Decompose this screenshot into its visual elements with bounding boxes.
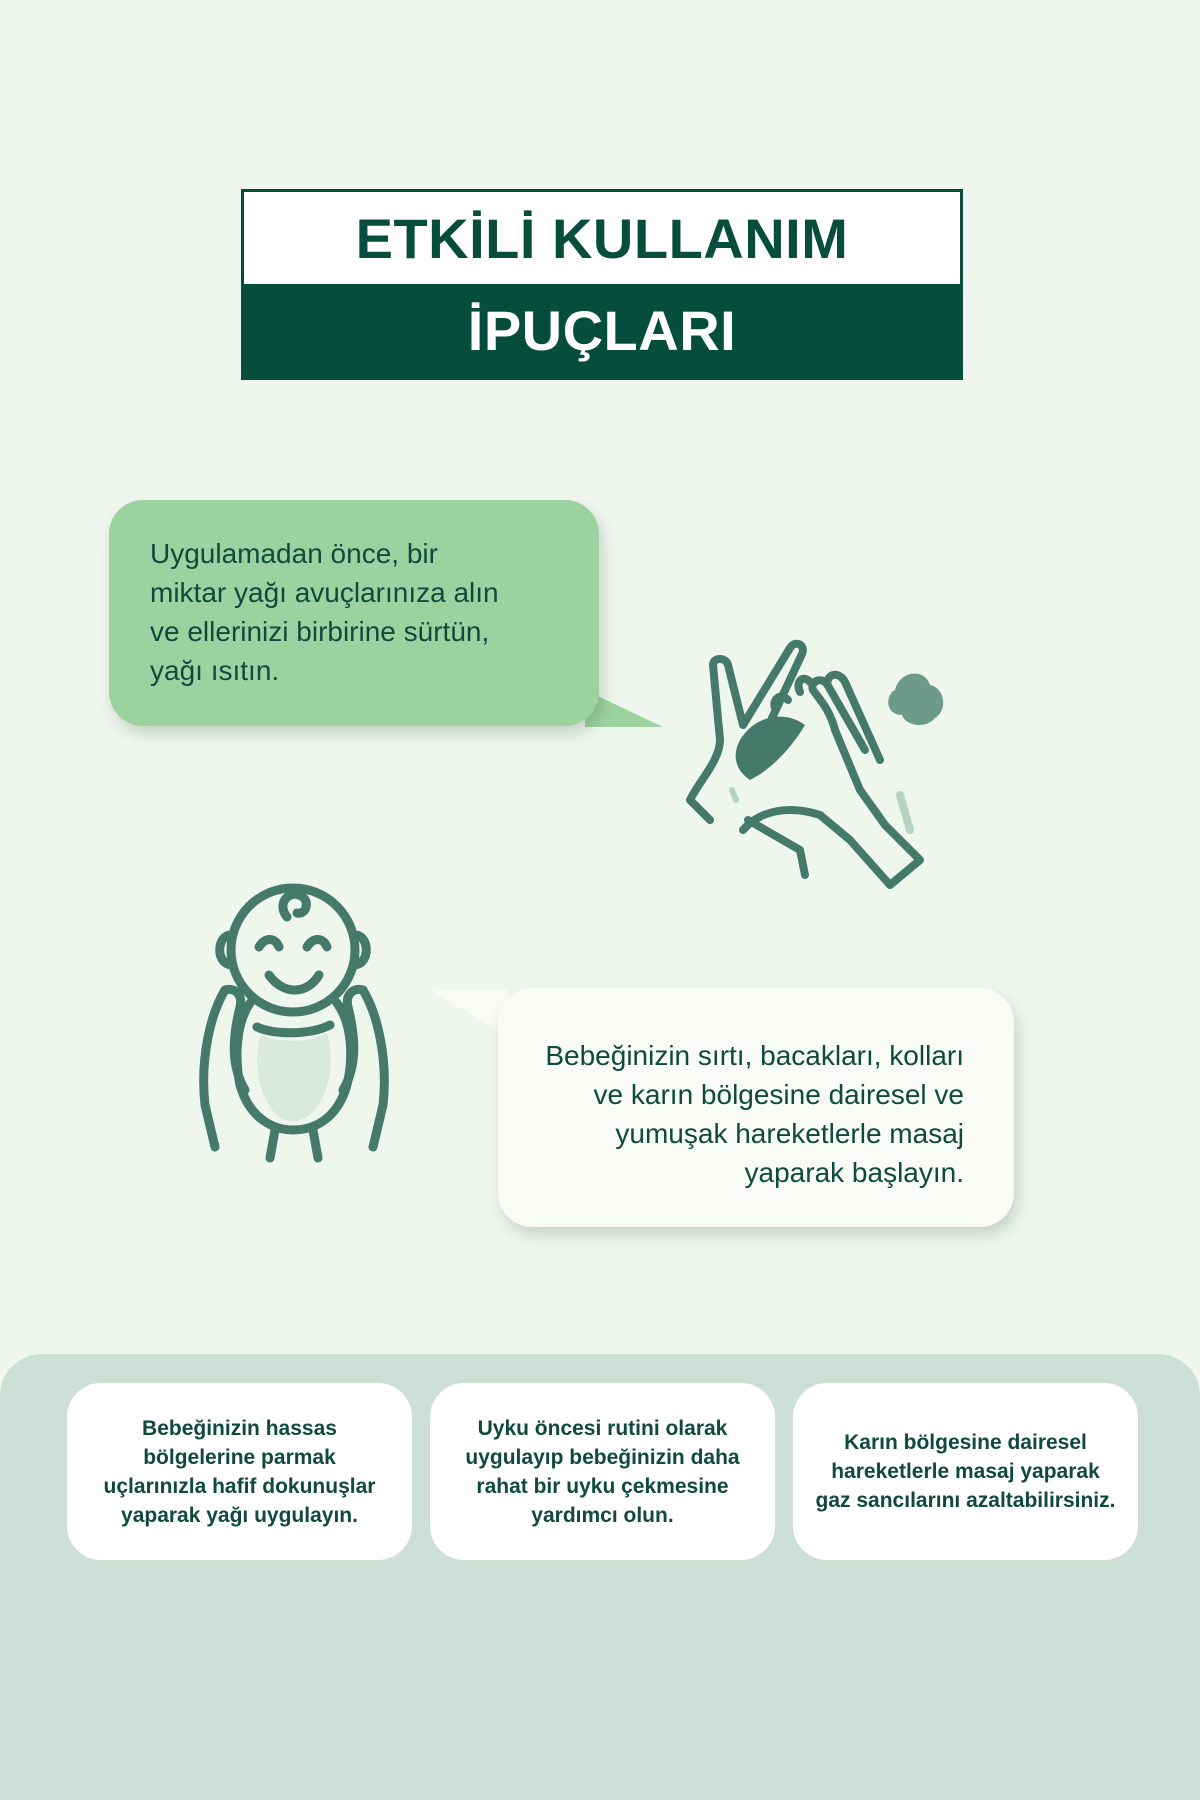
- title-box: [241, 189, 963, 380]
- rubbing-hands-icon: [680, 630, 960, 900]
- tip-bubble-massage: [498, 988, 1014, 1227]
- tip-text: Uygulamadan önce, bir miktar yağı avuçlarınıza alın ve ellerinizi birbirine sürtün, yağı ısıtın.: [150, 538, 499, 686]
- tip-text: Bebeğinizin sırtı, bacakları, kolları ve karın bölgesine dairesel ve yumuşak hareketlerle masaj yaparak başlayın.: [545, 1040, 964, 1188]
- page-subtitle: İPUÇLARI: [244, 284, 960, 377]
- tip-card-text: Uyku öncesi rutini olarak uygulayıp bebeğinizin daha rahat bir uyku çekmesine yardımcı olun.: [465, 1416, 740, 1527]
- tip-card: [67, 1383, 412, 1560]
- baby-icon: [195, 875, 395, 1165]
- tip-card-text: Bebeğinizin hassas bölgelerine parmak uçlarınızla hafif dokunuşlar yaparak yağı uygulayın.: [103, 1416, 376, 1527]
- tip-bubble-warm-oil: [109, 500, 599, 726]
- tip-card-text: Karın bölgesine dairesel hareketlerle masaj yaparak gaz sancılarını azaltabilirsiniz.: [815, 1431, 1116, 1512]
- tip-card: [793, 1383, 1138, 1560]
- tip-card: [430, 1383, 775, 1560]
- page-title: ETKİLİ KULLANIM: [244, 192, 960, 284]
